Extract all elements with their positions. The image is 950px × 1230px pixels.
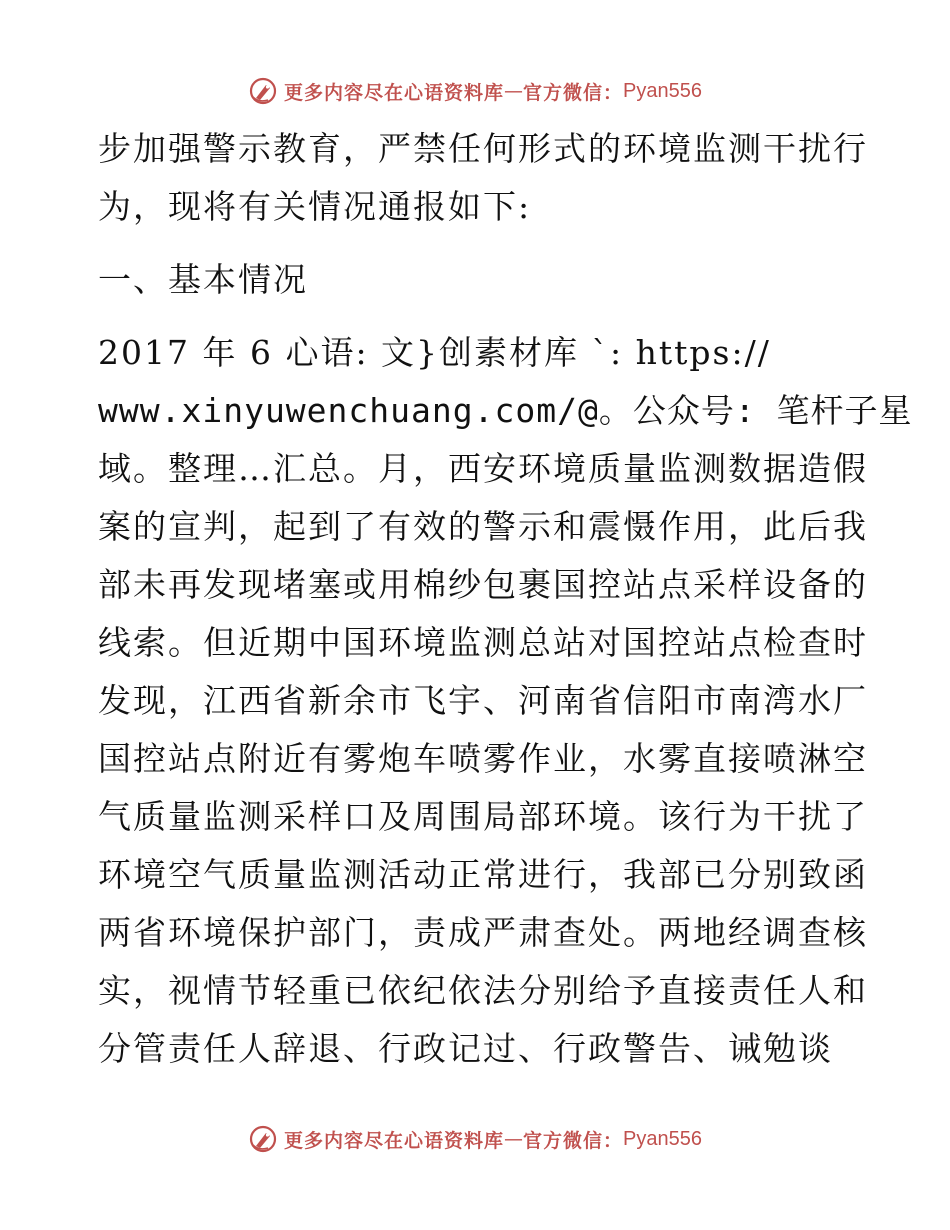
body-line: 部未再发现堵塞或用棉纱包裹国控站点采样设备的 <box>98 565 868 604</box>
pen-nib-logo-icon <box>248 1124 278 1154</box>
body-line: 域。整理…汇总。月，西安环境质量监测数据造假 <box>98 449 868 488</box>
body-line: 气质量监测采样口及周围局部环境。该行为干扰了 <box>98 797 868 836</box>
header-banner <box>0 71 950 111</box>
banner-library-text: 更多内容尽在心语资料库 <box>284 1129 505 1152</box>
body-line: 分管责任人辞退、行政记过、行政警告、诫勉谈 <box>98 1029 833 1068</box>
body-line: 实，视情节轻重已依纪依法分别给予直接责任人和 <box>98 971 868 1010</box>
body-line: 环境空气质量监测活动正常进行，我部已分别致函 <box>98 855 868 894</box>
body-line: 线索。但近期中国环境监测总站对国控站点检查时 <box>98 623 868 662</box>
body-line: 2017 年 6 心语: 文}创素材库 `: https:// <box>98 333 771 372</box>
pen-nib-logo-icon <box>248 76 278 106</box>
body-line: 国控站点附近有雾炮车喷雾作业，水雾直接喷淋空 <box>98 739 868 778</box>
banner-wechat-label: 官方微信： <box>523 1129 624 1152</box>
banner-wechat-label: 官方微信： <box>523 81 624 104</box>
banner-separator: — <box>504 1128 524 1150</box>
document-body <box>98 120 913 1078</box>
body-line: 案的宣判，起到了有效的警示和震慑作用，此后我 <box>98 507 868 546</box>
body-line: 步加强警示教育，严禁任何形式的环境监测干扰行 <box>98 129 868 168</box>
banner-library-text: 更多内容尽在心语资料库 <box>284 81 505 104</box>
section-heading: 一、基本情况 <box>98 260 308 299</box>
body-line: 发现，江西省新余市飞宇、河南省信阳市南湾水厂 <box>98 681 868 720</box>
banner-wechat-account: Pyan556 <box>623 1127 702 1150</box>
banner-separator: — <box>504 80 524 102</box>
footer-banner <box>0 1119 950 1159</box>
banner-wechat-account: Pyan556 <box>623 79 702 102</box>
body-line: 两省环境保护部门，责成严肃查处。两地经调查核 <box>98 913 868 952</box>
body-line-url: www.xinyuwenchuang.com/@。公众号: 笔杆子星 <box>98 391 913 430</box>
body-line: 为，现将有关情况通报如下: <box>98 187 532 226</box>
